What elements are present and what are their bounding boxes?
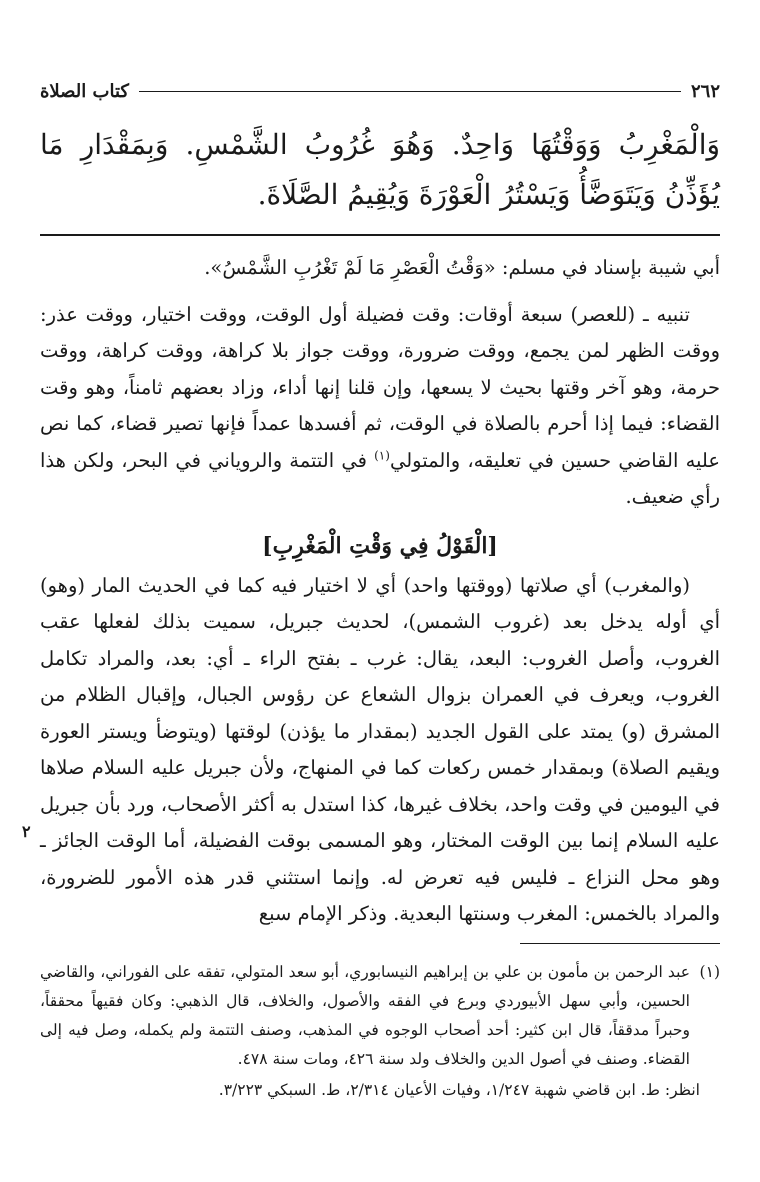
commentary-paragraph-2-end: في التتمة والروياني في البحر، ولكن هذا رأي ضعيف. [40,448,720,508]
page [40,78,720,1105]
footnote-number: (١) [699,962,720,981]
commentary-paragraph-2 [40,297,720,516]
matn-separator [40,234,720,236]
matn-text: وَالْمَغْرِبُ وَوَقْتُهَا وَاحِدٌ. وَهُوَ غُرُوبُ الشَّمْسِ. وَبِمَقْدَارِ مَا يُؤَذِّنُ وَيَتَوَضَّأُ وَيَسْتُرُ الْعَوْرَةَ وَيُقِيمُ الصَّلَاةَ. [40,128,720,211]
footnote-rule [520,943,720,944]
margin-marker: ٢ [22,822,31,841]
footnote-text: عبد الرحمن بن مأمون بن علي بن إبراهيم النيسابوري، أبو سعد المتولي، تفقه على الفوراني، والقاضي الحسين، وأبي سهل الأبيوردي وبرع في الفقه والأصول، والخلاف، قال الذهبي: وكان فقيهاً محققاً، وحبراً مدققاً، قال ابن كثير: أحد أصحاب الوجوه في المذهب، وصنف التتمة ولم يكمله، وصل فيه إلى القضاء. وصنف في أصول الدين والخلاف ولد سنة ٤٢٦، ومات سنة ٤٧٨. [40,962,690,1068]
commentary-paragraph-2-main: تنبيه ـ (للعصر) سبعة أوقات: وقت فضيلة أول الوقت، ووقت اختيار، ووقت عذر: ووقت الظهر لمن يجمع، ووقت ضرورة، ووقت جواز بلا كراهة، ووقت كراهة، ووقت حرمة، وهو آخر وقتها بحيث لا يسعها، وإن قلنا إنها أداء، وزاد بعضهم ثامناً، وهو وقت القضاء: فيما إذا أحرم بالصلاة في الوقت، ثم أفسدها عمداً فإنها تصير قضاء، كما نص عليه القاضي حسين في تعليقه، والمتولي [40,302,721,472]
running-header [40,78,720,104]
page-number: ٢٦٢ [690,80,720,102]
header-rule [139,91,681,92]
commentary-paragraph-1: أبي شيبة بإسناد في مسلم: «وَقْتُ الْعَصْرِ مَا لَمْ تَغْرُبِ الشَّمْسُ». [204,256,720,279]
commentary-paragraph-3: (والمغرب) أي صلاتها (ووقتها واحد) أي لا اختيار فيه كما في الحديث المار (وهو) أي أوله يدخل بعد (غروب الشمس)، لحديث جبريل، سميت بذلك لفعلها عقب الغروب، وأصل الغروب: البعد، يقال: غرب ـ بفتح الراء ـ أي: بعد، والمراد تكامل الغروب، ويعرف في العمران بزوال الشعاع عن رؤوس الجبال، وإقبال الظلام من المشرق (و) يمتد على القول الجديد (بمقدار ما يؤذن) لوقتها (ويتوضأ ويستر العورة ويقيم الصلاة) وبمقدار خمس ركعات كما في المنهاج، ولأن جبريل عليه السلام صلاها في اليومين في وقت واحد، بخلاف غيرها، كذا استدل به أكثر الأصحاب، ورد بأن جبريل عليه السلام إنما بين الوقت المختار، وهو المسمى بوقت الفضيلة، أما الوقت الجائز ـ وهو محل النزاع ـ فليس فيه تعرض له. وإنما استثني قدر هذه الأمور للضرورة، والمراد بالخمس: المغرب وسنتها البعدية. وذكر الإمام سبع [40,573,720,925]
running-title: كتاب الصلاة [40,80,129,102]
section-heading: [الْقَوْلُ فِي وَقْتِ الْمَغْرِبِ] [262,532,498,559]
footnote-1 [40,958,720,1074]
commentary [40,250,720,933]
footnote-ref[interactable]: (١) [374,448,390,462]
footnotes [40,958,720,1105]
footnote-sources: انظر: ط. ابن قاضي شهبة ١/٢٤٧، وفيات الأعيان ٢/٣١٤، ط. السبكي ٣/٢٢٣. [218,1080,700,1099]
